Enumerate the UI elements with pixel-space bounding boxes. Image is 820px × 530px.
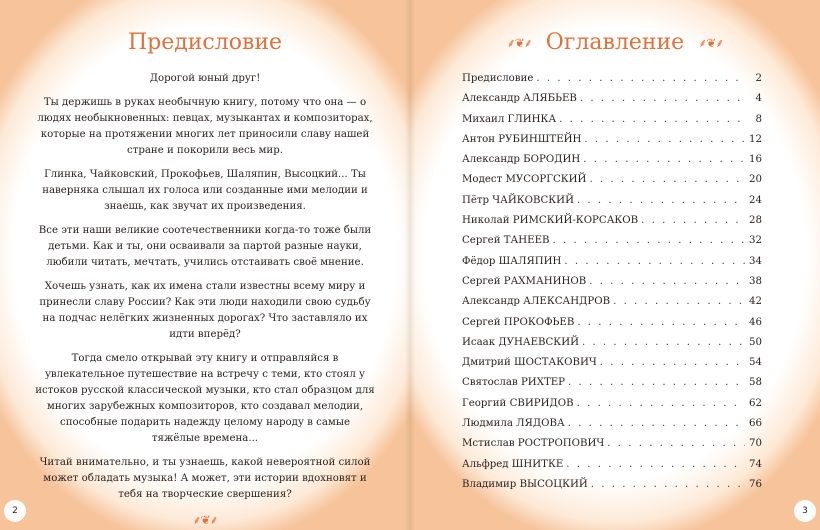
page-number-left: 2 <box>4 500 26 522</box>
toc-entry-page: 46 <box>749 316 762 328</box>
toc-entry-name: Сергей ПРОКОФЬЕВ <box>462 316 575 328</box>
toc-entry[interactable] <box>462 317 762 337</box>
leader-dots <box>559 114 745 125</box>
toc-entry-page: 16 <box>749 154 762 166</box>
paragraph: Хочешь узнать, как их имена стали известны всему миру и принесли славу России? Как эти люди находили свою судьбу на подчас нелёгких жизненных дорогах? Что заставляло их идти вперёд? <box>39 281 371 340</box>
toc-entry-name: Исаак ДУНАЕВСКИЙ <box>462 336 579 348</box>
leader-dots <box>591 479 745 490</box>
toc-entry[interactable] <box>462 438 762 458</box>
leader-dots <box>536 73 745 84</box>
leader-dots <box>568 418 745 429</box>
paragraph: Тогда смело открывай эту книгу и отправляйся в увлекательное путешествие на встречу с теми, кто стоял у истоков русской классической музыки, кто стал образцом для многих зарубежных композиторов, кто создавал мелодии, способные подарить надежду целому народу в самые тяжёлые времена... <box>35 353 375 444</box>
toc-entry[interactable] <box>462 235 762 255</box>
leader-dots <box>589 174 745 185</box>
toc-entry-name: Сергей ТАНЕЕВ <box>462 235 550 247</box>
toc-entry-page: 12 <box>749 133 762 145</box>
toc-entry[interactable] <box>462 357 762 377</box>
leader-dots <box>584 134 745 145</box>
paragraph: Глинка, Чайковский, Прокофьев, Шаляпин, Высоцкий... Ты наверняка слышал их голоса или созданные ими мелодии и знаешь, как звучат их произведения. <box>42 169 368 212</box>
toc-entry[interactable] <box>462 418 762 438</box>
toc-entry-page: 8 <box>755 113 762 125</box>
toc-entry[interactable] <box>462 154 762 174</box>
leader-dots <box>577 398 745 409</box>
leader-dots <box>577 317 745 328</box>
leader-dots <box>583 154 745 165</box>
toc-title: Оглавление <box>545 30 685 55</box>
toc-entry-page: 32 <box>749 235 762 247</box>
paragraph: Дорогой юный друг! <box>149 73 261 84</box>
toc-entry-page: 34 <box>749 255 762 267</box>
toc-entry-page: 28 <box>749 215 762 227</box>
preface-title: Предисловие <box>127 30 283 55</box>
leader-dots <box>582 337 745 348</box>
table-of-contents <box>462 73 762 499</box>
toc-entry[interactable] <box>462 276 762 296</box>
toc-entry-page: 66 <box>749 418 762 430</box>
toc-entry[interactable] <box>462 337 762 357</box>
paragraph: Все эти наши великие соотечественники когда-то тоже были детьми. Как и ты, они осваивали за партой разные науки, любили читать, мечтать, учились отстаивать своё мнение. <box>38 225 372 268</box>
toc-entry-name: Михаил ГЛИНКА <box>462 113 557 125</box>
leaf-ornament-icon: ⸙❦⸙ <box>192 513 218 527</box>
toc-entry-page: 38 <box>749 275 762 287</box>
toc-entry-name: Александр АЛЕКСАНДРОВ <box>462 296 611 308</box>
toc-entry-page: 62 <box>749 397 762 409</box>
leader-dots <box>589 276 745 287</box>
toc-entry-name: Дмитрий ШОСТАКОВИЧ <box>462 357 597 369</box>
toc-entry-name: Предисловие <box>462 73 534 84</box>
page-number-right: 3 <box>794 500 816 522</box>
toc-entry-name: Альфред ШНИТКЕ <box>462 458 564 470</box>
toc-entry-page: 54 <box>749 357 762 369</box>
toc-entry-page: 70 <box>749 438 762 450</box>
toc-entry[interactable] <box>462 398 762 418</box>
toc-entry-page: 24 <box>749 194 762 206</box>
toc-entry-name: Александр АЛЯБЬЕВ <box>462 93 577 105</box>
leader-dots <box>580 93 745 104</box>
toc-entry-page: 2 <box>755 73 762 84</box>
leader-dots <box>564 256 745 267</box>
leaf-ornament-icon: ⸙❦⸙ <box>506 36 532 50</box>
toc-entry-page: 50 <box>749 336 762 348</box>
toc-entry-name: Владимир ВЫСОЦКИЙ <box>462 478 588 490</box>
leader-dots <box>553 235 746 246</box>
toc-entry-name: Георгий СВИРИДОВ <box>462 397 574 409</box>
paragraph: Ты держишь в руках необычную книгу, потому что она — о людях необыкновенных: певцах, музыкантах и композиторах, которые на протяжении многих лет приносили славу нашей стране и покорили весь мир. <box>37 97 373 156</box>
toc-entry-page: 76 <box>749 478 762 490</box>
toc-entry[interactable] <box>462 114 762 134</box>
toc-entry[interactable] <box>462 215 762 235</box>
toc-entry-page: 4 <box>755 93 762 105</box>
leader-dots <box>566 459 745 470</box>
toc-entry-name: Николай РИМСКИЙ-КОРСАКОВ <box>462 215 639 227</box>
leader-dots <box>600 357 745 368</box>
toc-entry-name: Людмила ЛЯДОВА <box>462 418 565 430</box>
preface-text <box>35 71 375 503</box>
book-gutter <box>405 0 415 530</box>
toc-entry[interactable] <box>462 296 762 316</box>
leader-dots <box>577 195 745 206</box>
toc-entry[interactable] <box>462 256 762 276</box>
toc-entry[interactable] <box>462 134 762 154</box>
toc-entry[interactable] <box>462 93 762 113</box>
toc-entry-name: Антон РУБИНШТЕЙН <box>462 133 582 145</box>
toc-entry[interactable] <box>462 459 762 479</box>
toc-entry[interactable] <box>462 73 762 93</box>
toc-entry-name: Пётр ЧАЙКОВСКИЙ <box>462 194 574 206</box>
leaf-ornament-icon: ⸙❦⸙ <box>698 36 724 50</box>
toc-entry-page: 20 <box>749 174 762 186</box>
leader-dots <box>607 438 745 449</box>
toc-entry-name: Мстислав РОСТРОПОВИЧ <box>462 438 605 450</box>
toc-entry-page: 42 <box>749 296 762 308</box>
leader-dots <box>641 215 745 226</box>
toc-entry-name: Сергей РАХМАНИНОВ <box>462 275 587 287</box>
toc-entry-name: Святослав РИХТЕР <box>462 377 566 389</box>
toc-entry[interactable] <box>462 174 762 194</box>
paragraph: Читай внимательно, и ты узнаешь, какой невероятной силой может обладать музыка! А может, эти истории вдохновят и тебя на творческие свершения? <box>39 457 371 500</box>
toc-entry-page: 74 <box>749 458 762 470</box>
toc-entry-page: 58 <box>749 377 762 389</box>
toc-entry-name: Фёдор ШАЛЯПИН <box>462 255 562 267</box>
right-page <box>410 0 820 530</box>
toc-entry[interactable] <box>462 377 762 397</box>
toc-entry[interactable] <box>462 195 762 215</box>
toc-entry[interactable] <box>462 479 762 499</box>
leader-dots <box>613 296 745 307</box>
leader-dots <box>568 377 745 388</box>
toc-entry-name: Модест МУСОРГСКИЙ <box>462 174 587 186</box>
toc-entry-name: Александр БОРОДИН <box>462 154 581 166</box>
